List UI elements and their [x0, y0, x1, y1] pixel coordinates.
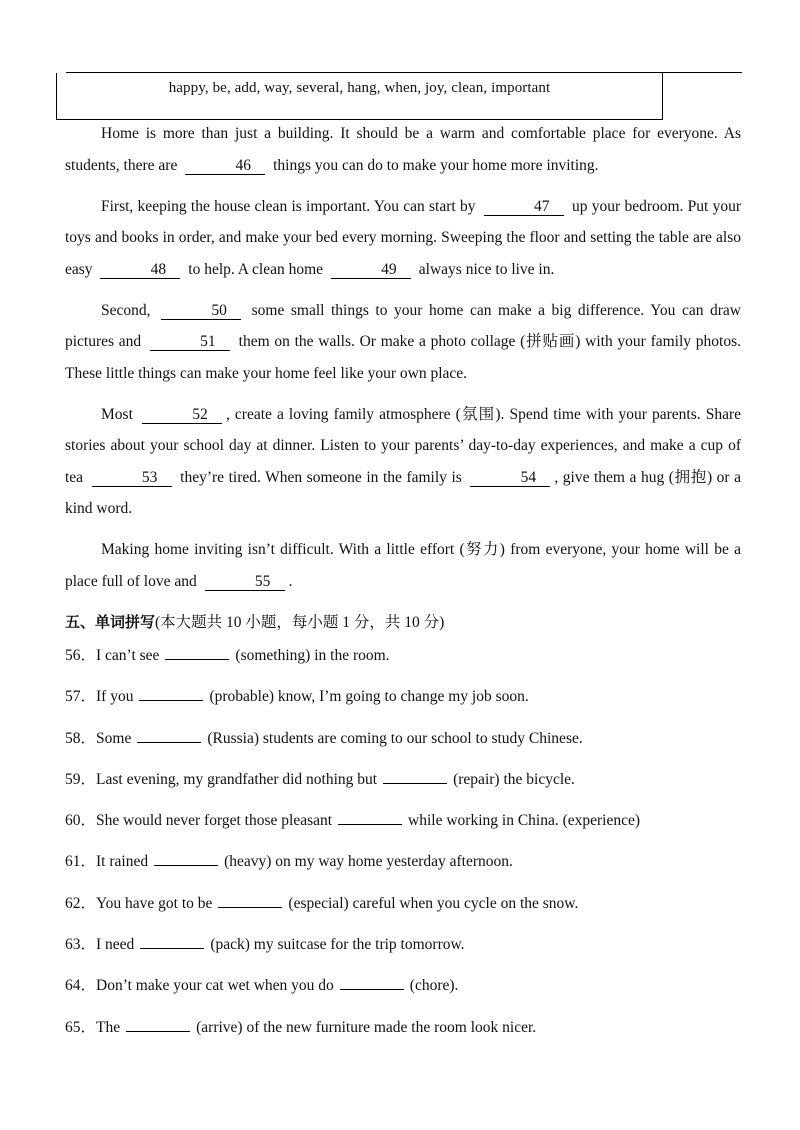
question-number: 61．	[65, 853, 97, 871]
question-text: (especial) careful when you cycle on the snow.	[288, 894, 579, 912]
passage-paragraph	[65, 118, 741, 181]
passage-text: , create a loving family atmosphere (氛围). Spend time with your parents. Share stories about your school day at dinner. Listen to your parents’ day-to-day experiences, and make a cup of tea	[65, 405, 742, 486]
passage-paragraph	[65, 534, 741, 597]
question-text: I can’t see	[96, 647, 160, 664]
question-item	[65, 728, 755, 769]
question-number: 62．	[65, 894, 97, 912]
question-text: You have got to be	[96, 894, 213, 912]
question-number: 60．	[65, 812, 97, 830]
answer-blank[interactable]	[218, 893, 282, 908]
spelling-questions	[65, 645, 755, 1058]
question-item	[65, 686, 755, 727]
question-item	[65, 975, 755, 1016]
question-number: 56．	[65, 647, 97, 664]
answer-blank[interactable]	[126, 1017, 190, 1032]
question-item	[65, 645, 755, 686]
answer-blank[interactable]	[165, 645, 229, 660]
passage-paragraph	[65, 191, 741, 286]
question-item	[65, 769, 755, 810]
question-number: 58．	[65, 729, 97, 747]
word-bank: happy, be, add, way, several, hang, when, joy, clean, important	[168, 80, 551, 96]
blank-46[interactable]: 46	[185, 158, 265, 175]
question-text: (heavy) on my way home yesterday afternoon.	[224, 853, 513, 871]
question-text: (chore).	[409, 977, 459, 995]
section-subtitle: (本大题共 10 小题，每小题 1 分，共 10 分)	[155, 614, 445, 631]
passage-text: things you can do to make your home more inviting.	[273, 156, 599, 174]
answer-blank[interactable]	[340, 975, 404, 990]
section-title: 五、单词拼写	[65, 613, 156, 631]
question-item	[65, 893, 755, 934]
word-bank-box	[56, 73, 663, 120]
question-text: (something) in the room.	[235, 647, 390, 664]
passage-paragraph	[65, 295, 741, 390]
question-item	[65, 934, 755, 975]
question-text: Don’t make your cat wet when you do	[96, 977, 334, 995]
answer-blank[interactable]	[140, 934, 204, 949]
blank-47[interactable]: 47	[484, 199, 564, 216]
blank-51[interactable]: 51	[150, 334, 230, 351]
question-text: while working in China. (experience)	[408, 812, 641, 830]
passage-paragraph	[65, 399, 741, 525]
question-text: I need	[96, 936, 135, 954]
passage-text: some small things to your home can make a big difference. You can draw pictures and	[65, 301, 742, 350]
blank-54[interactable]: 54	[470, 470, 550, 487]
question-number: 59．	[65, 770, 97, 788]
passage-text: always nice to live in.	[418, 260, 555, 278]
question-item	[65, 851, 755, 892]
question-text: (pack) my suitcase for the trip tomorrow.	[210, 936, 465, 954]
passage-text: First, keeping the house clean is important. You can start by	[101, 197, 476, 215]
passage-text: , give them a hug (拥抱) or a kind word.	[65, 468, 741, 517]
passage-text: them on the walls. Or make a photo collage (拼贴画) with your family photos. These little things can make your home feel like your own place.	[65, 333, 741, 382]
question-number: 64．	[65, 977, 97, 995]
question-item	[65, 810, 755, 851]
blank-48[interactable]: 48	[100, 262, 180, 279]
blank-53[interactable]: 53	[92, 470, 172, 487]
passage-text: Making home inviting isn’t difficult. With a little effort (努力) from everyone, your home will be a place full of love and	[65, 541, 741, 590]
question-text: (arrive) of the new furniture made the room look nicer.	[196, 1018, 537, 1036]
question-text: She would never forget those pleasant	[96, 812, 333, 830]
question-text: The	[96, 1018, 121, 1036]
question-item	[65, 1017, 755, 1058]
answer-blank[interactable]	[154, 851, 218, 866]
passage-text: up your bedroom. Put your toys and books in order, and make your bed every morning. Sweeping the floor and setting the table are also easy	[65, 197, 742, 278]
question-number: 57．	[65, 688, 97, 706]
answer-blank[interactable]	[139, 686, 203, 701]
question-text: Last evening, my grandfather did nothing but	[96, 770, 378, 788]
question-text: (repair) the bicycle.	[453, 770, 575, 788]
answer-blank[interactable]	[383, 769, 447, 784]
question-text: It rained	[96, 853, 149, 871]
answer-blank[interactable]	[137, 728, 201, 743]
question-text: Some	[96, 729, 132, 747]
passage-text: Second,	[101, 301, 151, 319]
passage-text: .	[288, 572, 293, 590]
passage-text: Most	[101, 405, 133, 423]
question-number: 63．	[65, 936, 97, 954]
passage-text: to help. A clean home	[188, 260, 324, 278]
question-text: If you	[96, 688, 134, 706]
blank-50[interactable]: 50	[161, 303, 241, 320]
passage-text: Home is more than just a building. It should be a warm and comfortable place for everyone. As students, there are	[65, 125, 741, 174]
blank-55[interactable]: 55	[205, 574, 285, 591]
cloze-passage	[65, 118, 741, 607]
blank-49[interactable]: 49	[331, 262, 411, 279]
question-text: (Russia) students are coming to our school to study Chinese.	[207, 729, 583, 747]
section-heading	[65, 610, 444, 632]
passage-text: they’re tired. When someone in the family is	[180, 468, 462, 486]
answer-blank[interactable]	[338, 810, 402, 825]
blank-52[interactable]: 52	[142, 407, 222, 424]
question-text: (probable) know, I’m going to change my job soon.	[209, 688, 529, 706]
question-number: 65．	[65, 1018, 97, 1036]
